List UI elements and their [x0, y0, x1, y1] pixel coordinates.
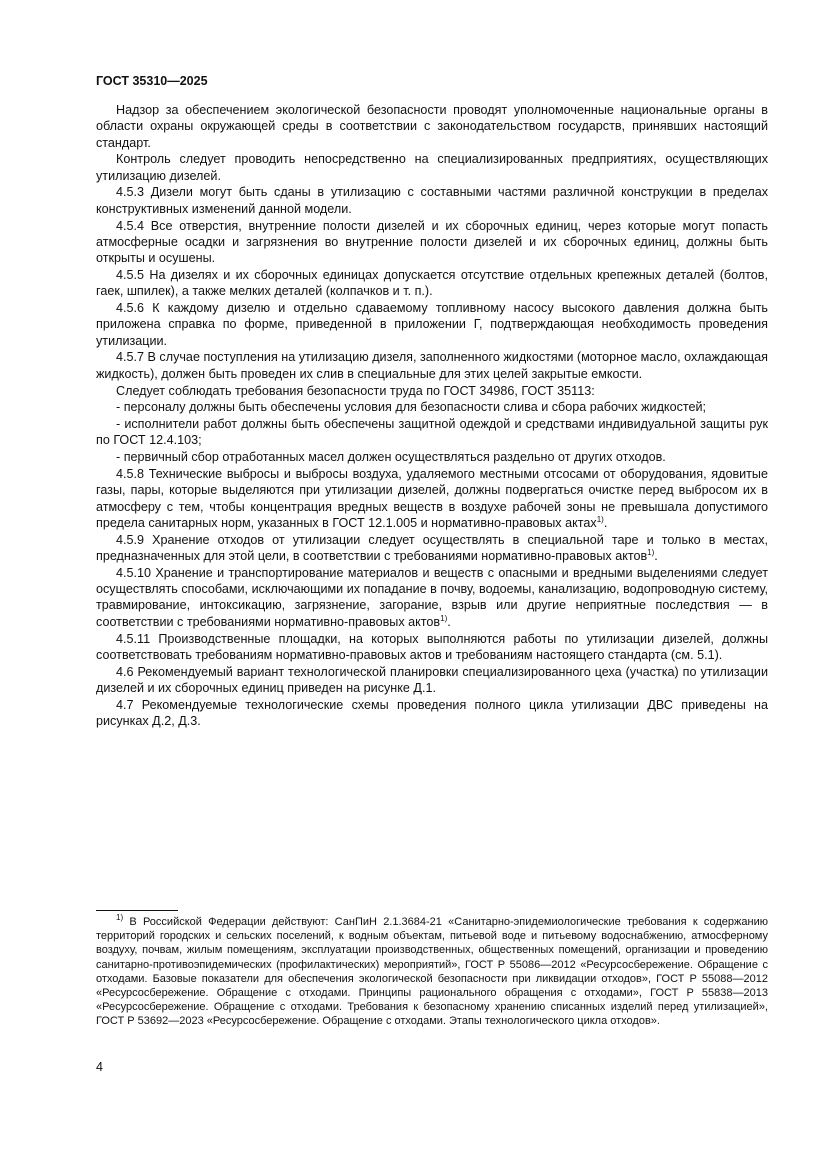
list-item: - персоналу должны быть обеспечены условия для безопасности слива и сбора рабочих жидкостей;	[116, 400, 707, 415]
footnote-reference[interactable]: 1)	[647, 548, 655, 558]
page-number: 4	[96, 1060, 103, 1074]
list-item: - исполнители работ должны быть обеспечены защитной одеждой и средствами индивидуальной защиты рук по ГОСТ 12.4.103;	[96, 417, 768, 448]
paragraph: Следует соблюдать требования безопасности труда по ГОСТ 34986, ГОСТ 35113:	[116, 383, 595, 398]
paragraph: 4.5.10 Хранение и транспортирование материалов и веществ с опасными и вредными выделениями следует осуществлять способами, исключающими их попадание в почву, водоемы, канализацию, водопроводную систему, травмирование, интоксикацию, загрязнение, загорание, взрыв или другие неприятные последствия — в соответствии с требованиями нормативно-правовых актов$^{1)}$.	[96, 565, 768, 629]
footnote-separator	[96, 910, 178, 911]
document-header: ГОСТ 35310—2025	[96, 74, 208, 88]
paragraph: 4.5.3 Дизели могут быть сданы в утилизацию с составными частями различной конструкции в пределах конструктивных изменений данной модели.	[96, 185, 768, 216]
paragraph: 4.5.7 В случае поступления на утилизацию дизеля, заполненного жидкостями (моторное масло, охлаждающая жидкость), должен быть проведен их слив в специальные для этих целей закрытые емкости.	[96, 350, 768, 381]
paragraph: 4.5.9 Хранение отходов от утилизации следует осуществлять в специальной таре и только в местах, предназначенных для этой цели, в соответствии с требованиями нормативно-правовых актов$^{1)}$.	[96, 532, 768, 564]
footnote-marker: 1)	[116, 913, 124, 922]
footnote-reference[interactable]: 1)	[596, 514, 604, 524]
list-item: - первичный сбор отработанных масел должен осуществляться раздельно от других отходов.	[116, 450, 666, 465]
footnote	[96, 915, 768, 1029]
paragraph: 4.5.11 Производственные площадки, на которых выполняются работы по утилизации дизелей, должны соответствовать требованиям нормативно-правовых актов и требованиям настоящего стандарта (см. 5.1).	[96, 631, 768, 662]
paragraph: 4.5.6 К каждому дизелю и отдельно сдаваемому топливному насосу высокого давления должна быть приложена справка по форме, приведенной в приложении Г, подтверждающая необходимость проведения утилизации.	[96, 301, 768, 348]
paragraph: 4.5.5 На дизелях и их сборочных единицах допускается отсутствие отдельных крепежных деталей (болтов, гаек, шпилек), а также мелких деталей (колпачков и т. п.).	[96, 267, 768, 299]
paragraph: 4.7 Рекомендуемые технологические схемы проведения полного цикла утилизации ДВС приведены на рисунках Д.2, Д.3.	[96, 697, 768, 728]
paragraph: Контроль следует проводить непосредственно на специализированных предприятиях, осуществляющих утилизацию дизелей.	[96, 152, 768, 183]
footnote-text: В Российской Федерации действуют: СанПиН 2.1.3684-21 «Санитарно-эпидемиологические требования к содержанию территорий городских и сельских поселений, к водным объектам, питьевой воде и питьевому водоснабжению, атмосферному воздуху, почвам, жилым помещениям, эксплуатации производственных, общественных помещений, организации и проведению санитарно-противоэпидемических (профилактических) мероприятий», ГОСТ Р 55086—2012 «Ресурсосбережение. Обращение с отходами. Базовые показатели для обеспечения экологической безопасности при ликвидации отходов», ГОСТ Р 55088—2012 «Ресурсосбережение. Обращение с отходами. Принципы рационального обращения с отходами», ГОСТ Р 55838—2013 «Ресурсосбережение. Обращение с отходами. Требования к безопасному хранению списанных изделий перед утилизацией», ГОСТ Р 53692—2023 «Ресурсосбережение. Обращение с отходами. Этапы технологического цикла отходов».	[96, 916, 768, 1028]
paragraph: Надзор за обеспечением экологической безопасности проводят уполномоченные национальные органы в области охраны окружающей среды в соответствии с законодательством государств, принявших настоящий стандарт.	[96, 103, 768, 150]
paragraph: 4.5.8 Технические выбросы и выбросы воздуха, удаляемого местными отсосами от оборудования, ядовитые газы, пары, которые выделяются при утилизации дизелей, должны подвергаться очистке перед выбросом их в атмосферу с тем, чтобы концентрация вредных веществ в воздухе рабочей зоны не превышала допустимого предела санитарных норм, указанных в ГОСТ 12.1.005 и нормативно-правовых актах$^{1)}$.	[96, 467, 768, 530]
paragraph: 4.6 Рекомендуемый вариант технологической планировки специализированного цеха (участка) по утилизации дизелей и их сборочных единиц приведен на рисунке Д.1.	[96, 664, 768, 695]
footnote-reference[interactable]: 1)	[440, 613, 448, 623]
paragraph: 4.5.4 Все отверстия, внутренние полости дизелей и их сборочных единиц, через которые могут попасть атмосферные осадки и загрязнения во внутренние полости дизелей и их сборочных единиц, должны быть открыты и осушены.	[96, 218, 768, 266]
main-text	[96, 102, 768, 729]
